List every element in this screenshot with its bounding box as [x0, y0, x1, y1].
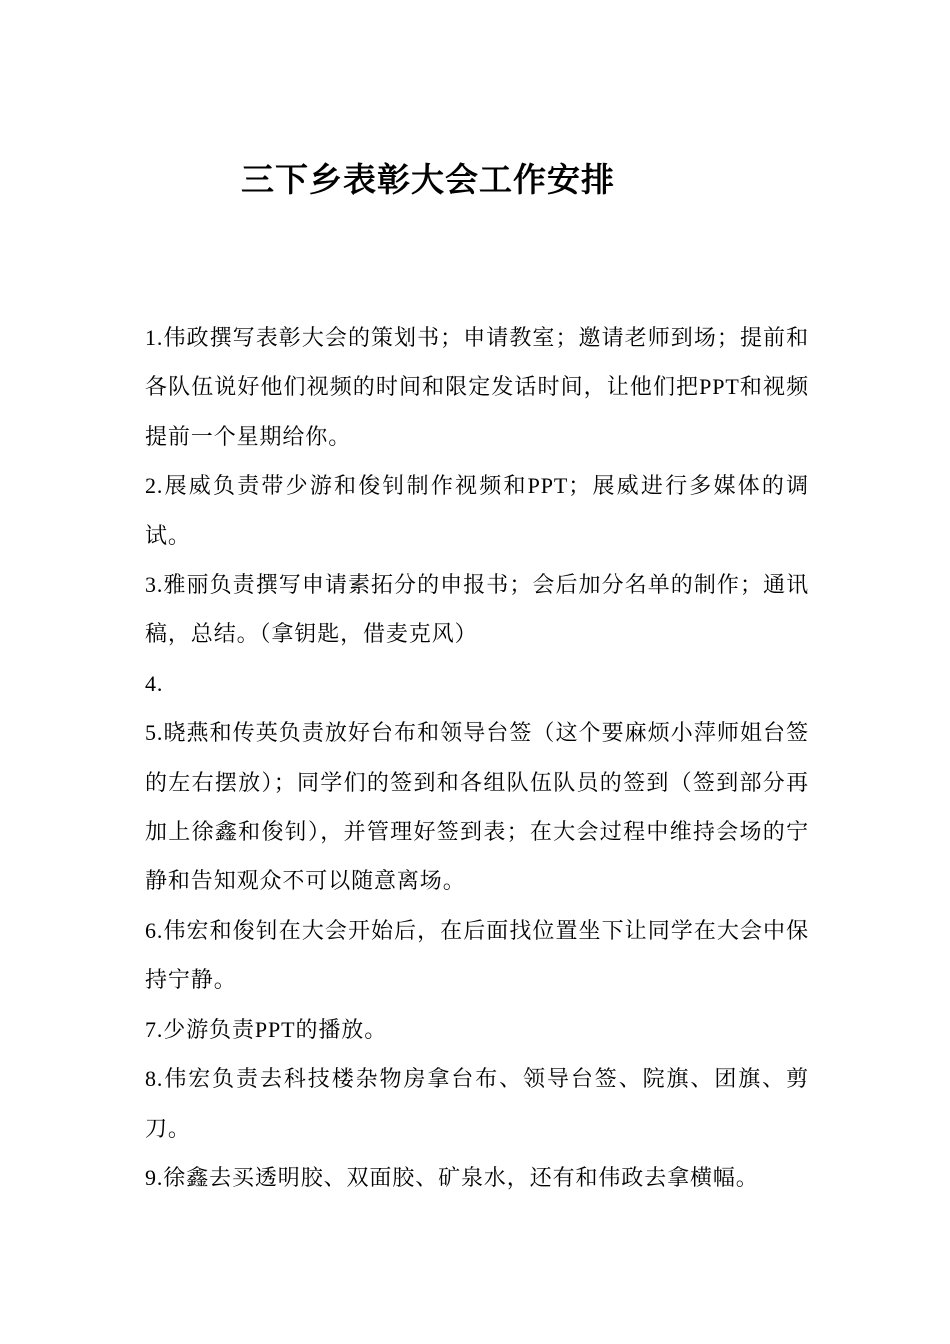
task-list	[145, 313, 809, 1202]
task-item-5: 5.晓燕和传英负责放好台布和领导台签（这个要麻烦小萍师姐台签的左右摆放）；同学们的签到和各组队伍队员的签到（签到部分再加上徐鑫和俊钊），并管理好签到表；在大会过程中维持会场的宁静和告知观众不可以随意离场。	[145, 720, 809, 894]
task-item-2: 2.展威负责带少游和俊钊制作视频和PPT；展威进行多媒体的调试。	[145, 473, 809, 548]
task-item-4: 4.	[145, 670, 164, 696]
task-item-3: 3.雅丽负责撰写申请素拓分的申报书；会后加分名单的制作；通讯稿，总结。（拿钥匙，借麦克风）	[145, 572, 809, 647]
task-item-9: 9.徐鑫去买透明胶、双面胶、矿泉水，还有和伟政去拿横幅。	[145, 1164, 759, 1190]
document-title: 三下乡表彰大会工作安排	[241, 160, 615, 199]
task-item-8: 8.伟宏负责去科技楼杂物房拿台布、领导台签、院旗、团旗、剪刀。	[145, 1066, 809, 1141]
task-item-7: 7.少游负责PPT的播放。	[145, 1016, 388, 1042]
task-item-6: 6.伟宏和俊钊在大会开始后，在后面找位置坐下让同学在大会中保持宁静。	[145, 917, 809, 993]
task-item-1: 1.伟政撰写表彰大会的策划书；申请教室；邀请老师到场；提前和各队伍说好他们视频的时间和限定发话时间，让他们把PPT和视频提前一个星期给你。	[145, 325, 809, 449]
